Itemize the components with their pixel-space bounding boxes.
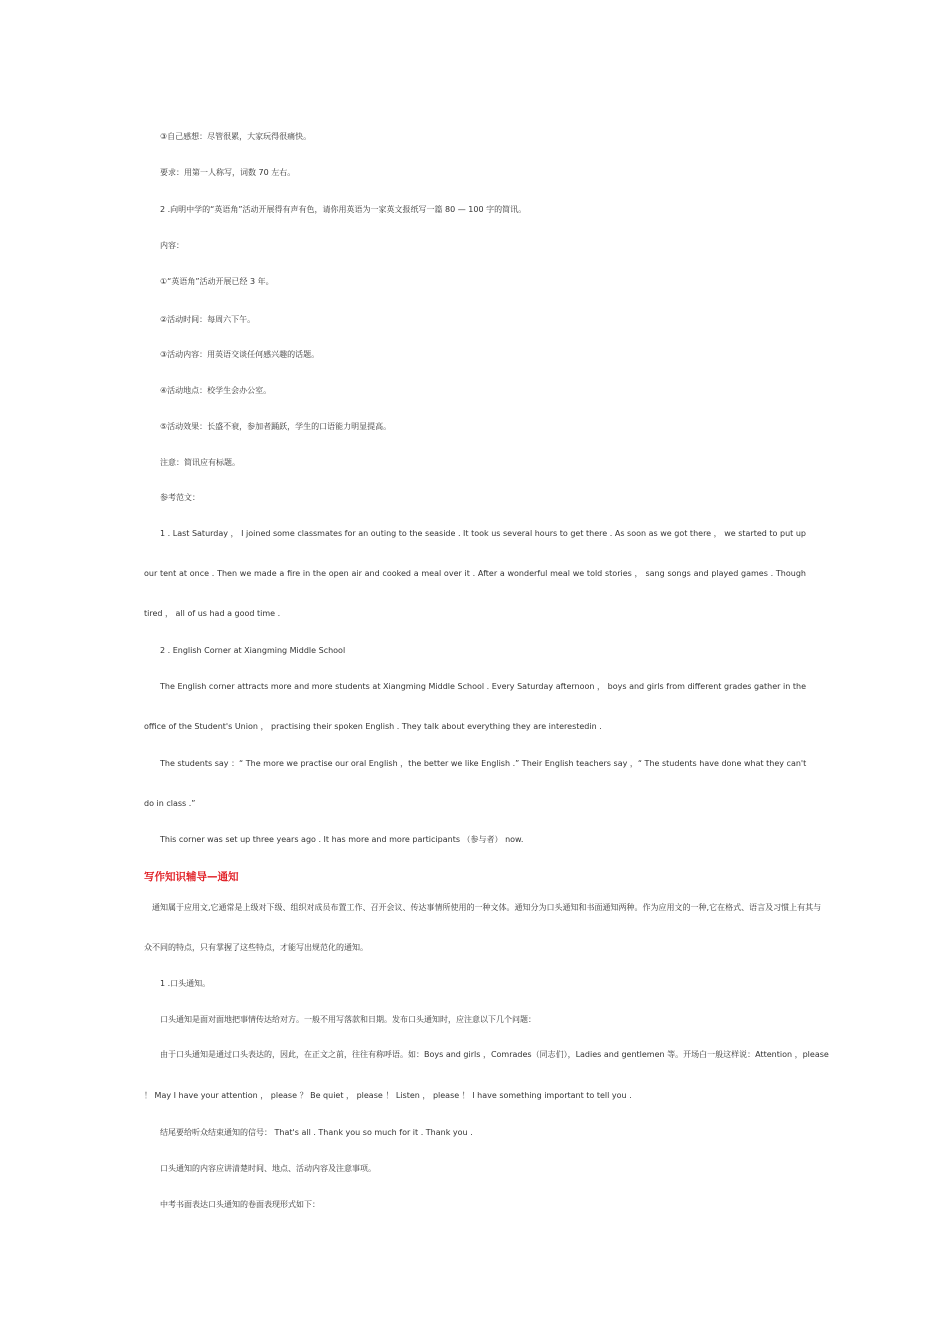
paragraph-line: 口头通知的内容应讲清楚时间、地点、活动内容及注意事项。 bbox=[160, 1164, 376, 1173]
paragraph-line: 中考书面表达口头通知的卷面表现形式如下： bbox=[160, 1200, 320, 1209]
list-item: ④活动地点：校学生会办公室。 bbox=[160, 386, 272, 395]
paragraph-line: 1 .口头通知。 bbox=[160, 979, 211, 988]
paragraph-line: office of the Student's Union ， practising their spoken English . They talk about everything they are interestedin . bbox=[144, 722, 602, 731]
list-item: ③活动内容：用英语交谈任何感兴趣的话题。 bbox=[160, 350, 320, 359]
paragraph-line: The English corner attracts more and more students at Xiangming Middle School . Every Saturday afternoon ， boys and girls from different grades gather in the bbox=[160, 682, 806, 691]
paragraph-line: 口头通知是面对面地把事情传达给对方。一般不用写落款和日期。发布口头通知时，应注意以下几个问题： bbox=[160, 1015, 536, 1024]
paragraph-line: do in class .” bbox=[144, 799, 196, 808]
paragraph-line: 2 .向明中学的“英语角”活动开展得有声有色，请你用英语为一家英文报纸写一篇 80 — 100 字的简讯。 bbox=[160, 205, 527, 214]
paragraph-line: The students say ：“ The more we practise our oral English ，the better we like English .” Their English teachers say ，“ The students have done what they can't bbox=[160, 759, 807, 768]
paragraph-line: 要求：用第一人称写，词数 70 左右。 bbox=[160, 168, 296, 177]
paragraph-line: 内容： bbox=[160, 241, 184, 250]
paragraph-line: 1 . Last Saturday ， I joined some classmates for an outing to the seaside . It took us several hours to get there . As soon as we got there ， we started to put up bbox=[160, 529, 806, 538]
paragraph-line: 通知属于应用文,它通常是上级对下级、组织对成员布置工作、召开会议、传达事情所使用的一种文体。通知分为口头通知和书面通知两种。作为应用文的一种,它在格式、语言及习惯上有其与 bbox=[152, 903, 822, 912]
paragraph-line: 由于口头通知是通过口头表达的，因此，在正文之前，往往有称呼语。如：Boys and girls ，Comrades（同志们），Ladies and gentlemen 等。开场白一般这样说：Attention ，please bbox=[160, 1050, 829, 1059]
paragraph-line: ③自己感想：尽管很累，大家玩得很痛快。 bbox=[160, 132, 312, 141]
paragraph-line: 参考范文： bbox=[160, 493, 200, 502]
paragraph-line: 结尾要给听众结束通知的信号： That's all . Thank you so much for it . Thank you . bbox=[160, 1128, 473, 1137]
paragraph-line: This corner was set up three years ago . It has more and more participants （参与者） now. bbox=[160, 835, 524, 844]
list-item: ②活动时间：每周六下午。 bbox=[160, 315, 256, 324]
paragraph-line: 2 . English Corner at Xiangming Middle School bbox=[160, 646, 346, 655]
paragraph-line: 众不同的特点，只有掌握了这些特点，才能写出规范化的通知。 bbox=[144, 943, 368, 952]
list-item: ①“英语角”活动开展已经 3 年。 bbox=[160, 277, 274, 286]
paragraph-line: 注意：简讯应有标题。 bbox=[160, 458, 240, 467]
paragraph-line: tired ， all of us had a good time . bbox=[144, 609, 281, 618]
list-item: ⑤活动效果：长盛不衰，参加者踊跃，学生的口语能力明显提高。 bbox=[160, 422, 392, 431]
section-heading: 写作知识辅导—通知 bbox=[144, 871, 239, 883]
paragraph-line: our tent at once . Then we made a fire in the open air and cooked a meal over it . After a wonderful meal we told stories ， sang songs and played games . Though bbox=[144, 569, 806, 578]
paragraph-line: ！ May I have your attention ， please ？ Be quiet ， please ！ Listen ， please ！ I have something important to tell you . bbox=[144, 1091, 632, 1100]
